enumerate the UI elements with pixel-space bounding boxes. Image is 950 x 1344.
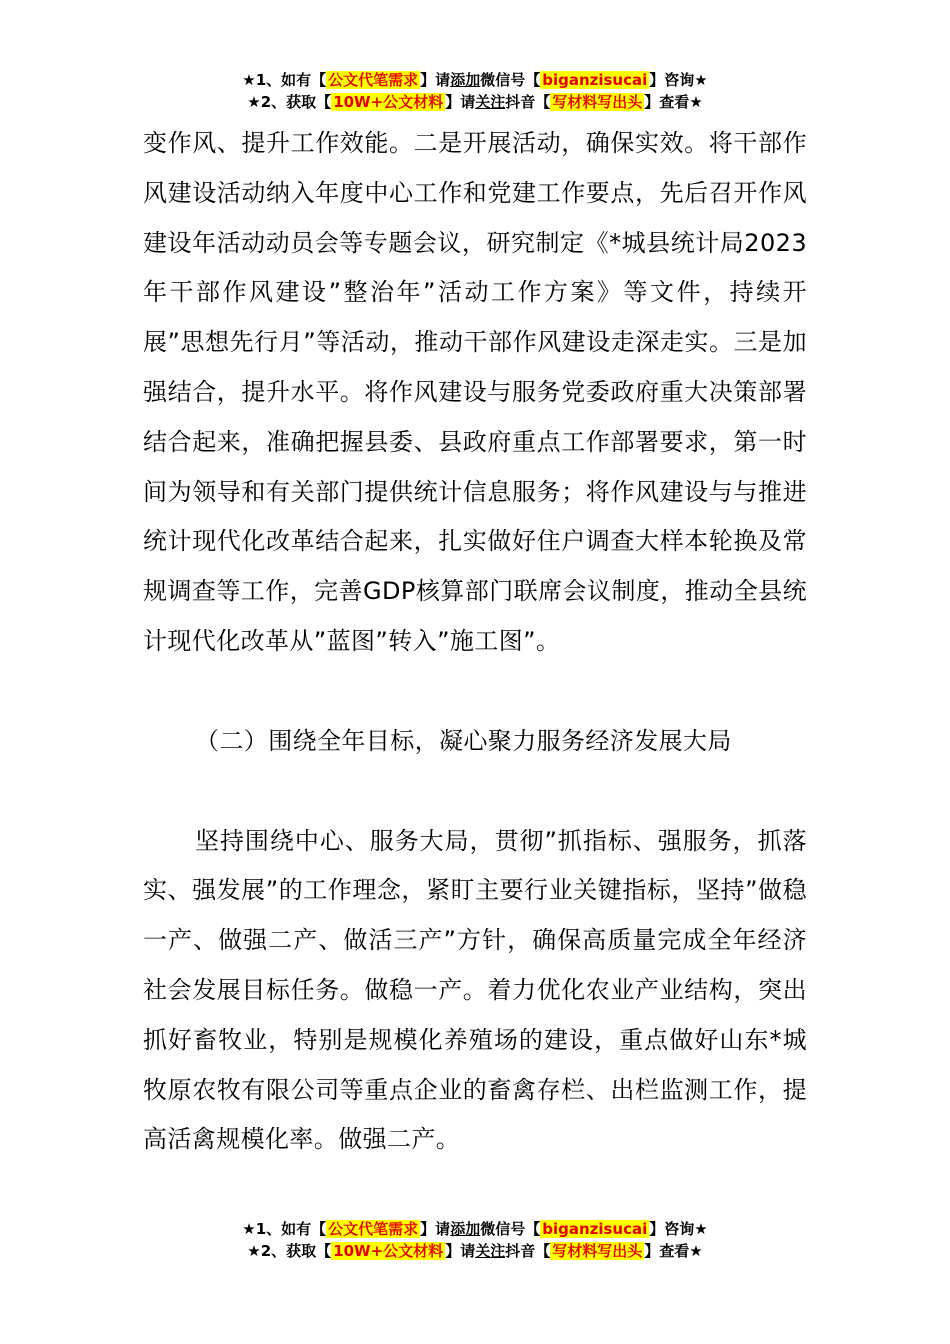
body-paragraph: 变作风、提升工作效能。二是开展活动，确保实效。将干部作风建设活动纳入年度中心工作和党建工作要点，先后召开作风建设年活动动员会等专题会议，研究制定《*城县统计局2023年干部作风建设”整治年”活动工作方案》等文件，持续开展”思想先行月”等活动，推动干部作风建设走深走实。三是加强结合，提升水平。将作风建设与服务党委政府重大决策部署结合起来，准确把握县委、县政府重点工作部署要求，第一时间为领导和有关部门提供统计信息服务；将作风建设与与推进统计现代化改革结合起来，扎实做好住户调查大样本轮换及常规调查等工作，完善GDP核算部门联席会议制度，推动全县统计现代化改革从”蓝图”转入”施工图”。 [143,129,807,655]
footer-banner [0,1218,950,1262]
section-heading: （二）围绕全年目标，凝心聚力服务经济发展大局 [195,726,732,755]
banner-wechat-id: biganzisucai [542,1220,648,1238]
banner-highlight: 10W+公文材料 [333,93,444,111]
banner-douyin-id: 写材料写出头 [552,93,643,111]
body-paragraph: 坚持围绕中心、服务大局，贯彻”抓指标、强服务，抓落实、强发展”的工作理念，紧盯主要行业关键指标，坚持”做稳一产、做强二产、做活三产”方针，确保高质量完成全年经济社会发展目标任务。做稳一产。着力优化农业产业结构，突出抓好畜牧业，特别是规模化养殖场的建设，重点做好山东*城牧原农牧有限公司等重点企业的畜禽存栏、出栏监测工作，提高活禽规模化率。做强二产。 [143,826,807,1154]
banner-highlight: 公文代笔需求 [328,71,419,89]
banner-line-1: ★1、如有【 公文代笔需求 】请添加微信号【 biganzisucai 】咨询★ [242,1220,708,1238]
document-body [143,119,807,1165]
banner-line-1: ★1、如有【 公文代笔需求 】请添加微信号【 biganzisucai 】咨询★ [242,71,708,89]
banner-highlight: 10W+公文材料 [333,1242,444,1260]
banner-highlight: 公文代笔需求 [328,1220,419,1238]
banner-line-2: ★2、获取【 10W+公文材料 】请关注抖音【 写材料写出头 】查看★ [247,93,703,111]
banner-wechat-id: biganzisucai [542,71,648,89]
banner-douyin-id: 写材料写出头 [552,1242,643,1260]
banner-line-2: ★2、获取【 10W+公文材料 】请关注抖音【 写材料写出头 】查看★ [247,1242,703,1260]
header-banner [0,69,950,113]
